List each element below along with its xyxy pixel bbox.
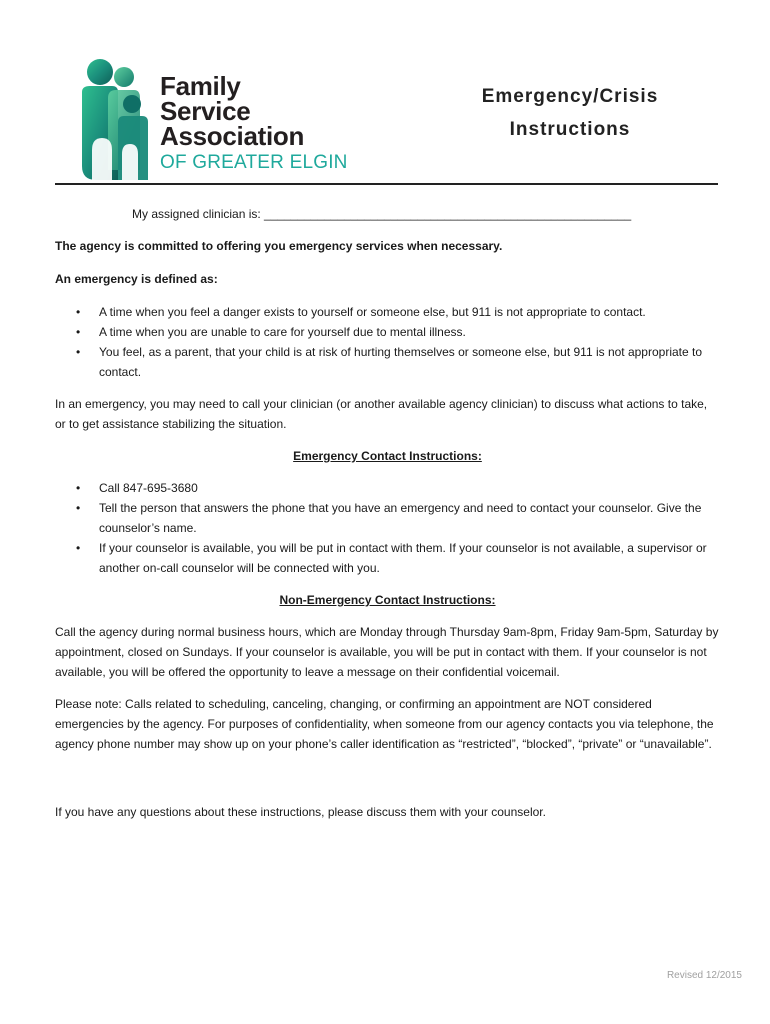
emergency-definition-list bbox=[55, 302, 720, 382]
emergency-contact-list bbox=[55, 478, 720, 578]
list-item: • Call 847-695-3680 bbox=[55, 478, 720, 498]
list-item: • If your counselor is available, you will be put in contact with them. If your counselor is not available, a supervisor or another on-call counselor will be connected with you. bbox=[55, 538, 720, 578]
page-title bbox=[440, 80, 700, 146]
title-line-2: Instructions bbox=[509, 119, 631, 140]
list-item: • A time when you are unable to care for yourself due to mental illness. bbox=[55, 322, 720, 342]
emergency-definition-heading: An emergency is defined as: bbox=[55, 272, 218, 286]
document-body bbox=[55, 204, 720, 822]
bullet-icon: • bbox=[76, 481, 81, 495]
nonemergency-paragraph: Call the agency during normal business hours, which are Monday through Thursday 9am-8pm, Friday 9am-5pm, Saturday by appointment, closed on Sundays. If your counselor is available, you will be put in contact with them. If your counselor is not available, you will be offered the opportunity to leave a message on their confidential voicemail. bbox=[55, 625, 719, 679]
assigned-clinician-line: My assigned clinician is: _______________________________________________________ bbox=[132, 207, 632, 221]
logo-line-service: Service bbox=[160, 96, 251, 126]
emergency-paragraph: In an emergency, you may need to call your clinician (or another available agency clinician) to discuss what actions to take, or to get assistance stabilizing the situation. bbox=[55, 397, 708, 431]
bullet-icon: • bbox=[76, 325, 81, 339]
bullet-icon: • bbox=[76, 345, 81, 359]
family-figures-icon bbox=[80, 58, 152, 180]
logo-line-family: Family bbox=[160, 71, 241, 101]
list-item: • You feel, as a parent, that your child is at risk of hurting themselves or someone else, but 911 is not appropriate to contact. bbox=[55, 342, 720, 382]
commitment-statement: The agency is committed to offering you emergency services when necessary. bbox=[55, 239, 503, 253]
please-note-paragraph: Please note: Calls related to scheduling, canceling, changing, or confirming an appointment are NOT considered emergencies by the agency. For purposes of confidentiality, when someone from our agency contacts you via telephone, the agency phone number may show up on your phone’s caller identification as “restricted”, “blocked”, “private” or “unavailable”. bbox=[55, 697, 714, 751]
nonemergency-contact-heading: Non-Emergency Contact Instructions: bbox=[279, 593, 496, 607]
bullet-icon: • bbox=[76, 305, 81, 319]
emergency-contact-heading: Emergency Contact Instructions: bbox=[293, 449, 482, 463]
revision-date: Revised 12/2015 bbox=[666, 970, 742, 981]
logo-line-association: Association bbox=[160, 121, 305, 151]
list-item: • A time when you feel a danger exists to yourself or someone else, but 911 is not appropriate to contact. bbox=[55, 302, 720, 322]
list-item: • Tell the person that answers the phone that you have an emergency and need to contact your counselor. Give the counselor’s name. bbox=[55, 498, 720, 538]
agency-logo bbox=[80, 58, 348, 180]
bullet-icon: • bbox=[76, 501, 81, 515]
questions-paragraph: If you have any questions about these instructions, please discuss them with your counselor. bbox=[55, 805, 546, 819]
logo-subtitle: OF GREATER ELGIN bbox=[160, 152, 348, 173]
header-divider bbox=[55, 183, 718, 185]
bullet-icon: • bbox=[76, 541, 81, 555]
logo-wordmark bbox=[160, 71, 305, 151]
title-line-1: Emergency/Crisis bbox=[481, 86, 659, 107]
